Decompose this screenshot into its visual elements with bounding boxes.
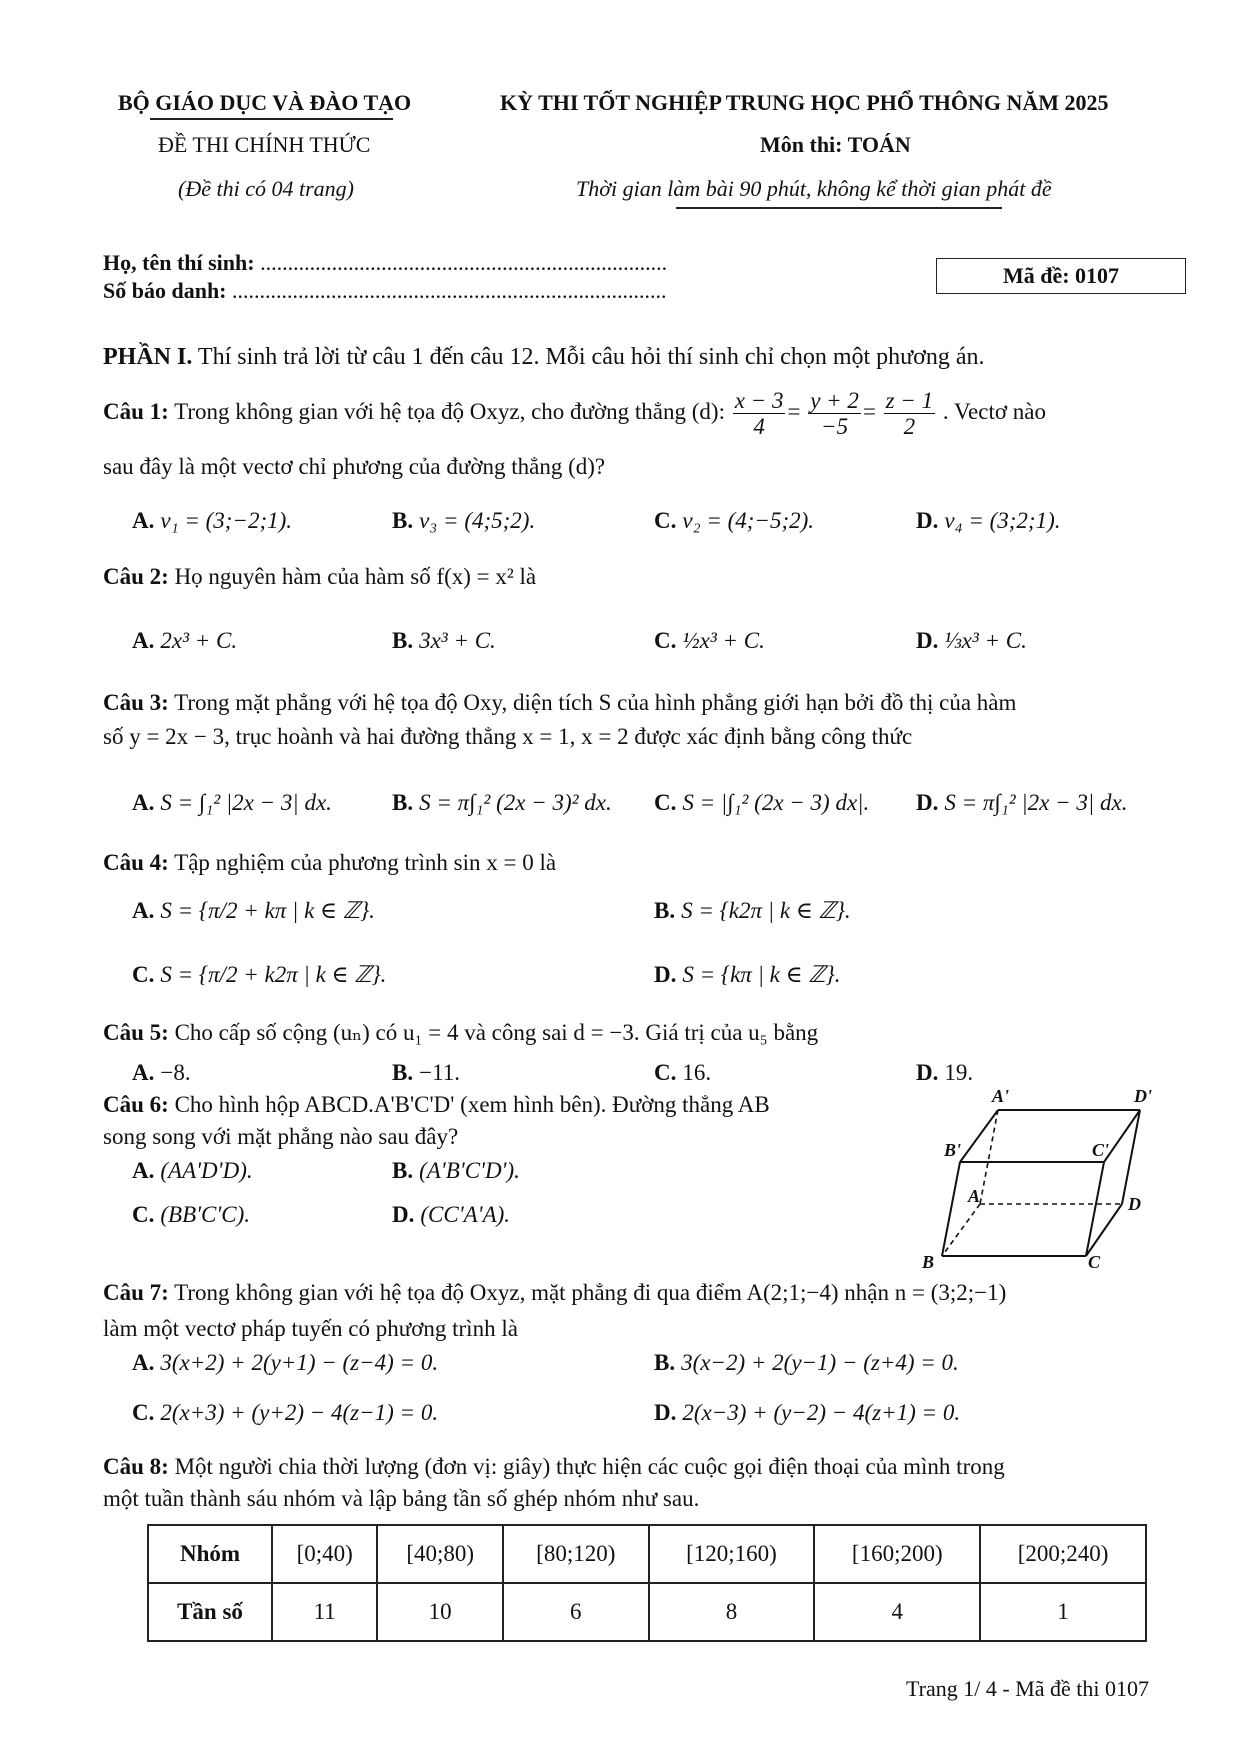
time-note: Thời gian làm bài 90 phút, không kể thời gian phát đề — [576, 176, 1052, 201]
frequency-table — [147, 1524, 1147, 1642]
table-cell: 11 — [272, 1583, 377, 1641]
q3-option-c[interactable]: C. S = |∫₁² (2x − 3) dx|. — [654, 790, 870, 815]
q2-option-c[interactable]: C. ½x³ + C. — [654, 628, 765, 653]
q8-stem-2: một tuần thành sáu nhóm và lập bảng tần số ghép nhóm như sau. — [103, 1486, 700, 1511]
q3-stem — [103, 690, 1016, 716]
table-cell: [80;120) — [503, 1525, 649, 1583]
table-cell: 6 — [503, 1583, 649, 1641]
q7-stem — [103, 1280, 1006, 1306]
id-label: Số báo danh: — [103, 278, 227, 303]
q6-option-a[interactable]: A. (AA'D'D). — [132, 1158, 253, 1183]
pages-note: (Đề thi có 04 trang) — [178, 176, 354, 201]
q4-label: Câu 4: — [103, 850, 169, 875]
vertex-b: B — [922, 1252, 935, 1272]
q1-option-c[interactable]: C. v₂ = (4;−5;2). — [654, 508, 815, 533]
part1-instruction — [103, 344, 985, 371]
exam-code-box: Mã đề: 0107 — [936, 258, 1186, 294]
ministry-title: BỘ GIÁO DỤC VÀ ĐÀO TẠO — [118, 90, 412, 115]
q4-option-a[interactable]: A. S = {π/2 + kπ | k ∈ ℤ}. — [132, 898, 375, 923]
q3-stem-2: số y = 2x − 3, trục hoành và hai đường thẳng x = 1, x = 2 được xác định bằng công thức — [103, 724, 913, 749]
q8-label: Câu 8: — [103, 1454, 169, 1479]
exam-title: KỲ THI TỐT NGHIỆP TRUNG HỌC PHỔ THÔNG NĂM 2025 — [500, 90, 1109, 115]
q5-option-c[interactable]: C. 16. — [654, 1060, 712, 1085]
q2-option-d[interactable]: D. ⅓x³ + C. — [916, 628, 1027, 653]
q1-frac-z: $\frac{z - 1}{2}$ — [885, 388, 934, 440]
table-cell: 1 — [980, 1583, 1146, 1641]
table-row — [148, 1583, 1146, 1641]
q6-label: Câu 6: — [103, 1092, 169, 1117]
q7-text-a: Trong không gian với hệ tọa độ Oxyz, mặt phẳng đi qua điểm A(2;1;−4) nhận n = (3;2;−1) — [174, 1280, 1007, 1305]
q1-text-b: . Vectơ nào — [942, 399, 1046, 425]
id-field — [103, 278, 667, 304]
q2-label: Câu 2: — [103, 564, 169, 589]
ministry-underline — [150, 118, 393, 120]
q2-option-a[interactable]: A. 2x³ + C. — [132, 628, 238, 653]
q8-stem — [103, 1454, 1005, 1480]
q1-label: Câu 1: — [103, 399, 169, 425]
name-dots: .......................................................................... — [260, 250, 668, 275]
q3-option-d[interactable]: D. S = π∫₁² |2x − 3| dx. — [916, 790, 1128, 815]
name-field — [103, 250, 667, 276]
q3-option-a[interactable]: A. S = ∫₁² |2x − 3| dx. — [132, 790, 332, 815]
q2-stem — [103, 564, 536, 590]
q3-text-a: Trong mặt phẳng với hệ tọa độ Oxy, diện tích S của hình phẳng giới hạn bởi đồ thị của hàm — [174, 690, 1017, 715]
q5-option-d[interactable]: D. 19. — [916, 1060, 974, 1085]
q7-label: Câu 7: — [103, 1280, 169, 1305]
q5-stem — [103, 1020, 818, 1046]
q5-text: Cho cấp số cộng (uₙ) có u₁ = 4 và công sai d = −3. Giá trị của u₅ bằng — [174, 1020, 819, 1045]
table-cell: 8 — [649, 1583, 815, 1641]
q5-label: Câu 5: — [103, 1020, 169, 1045]
vertex-d1: D' — [1134, 1086, 1152, 1106]
q1-text-a: Trong không gian với hệ tọa độ Oxyz, cho đường thẳng (d): — [174, 399, 725, 425]
table-cell: [40;80) — [377, 1525, 503, 1583]
q5-option-a[interactable]: A. −8. — [132, 1060, 191, 1085]
parallelepiped-figure — [900, 1086, 1190, 1276]
table-cell: [0;40) — [272, 1525, 377, 1583]
q7-option-a[interactable]: A. 3(x+2) + 2(y+1) − (z−4) = 0. — [132, 1350, 439, 1375]
id-dots: ............................................................................... — [232, 278, 667, 303]
q4-text: Tập nghiệm của phương trình sin x = 0 là — [174, 850, 557, 875]
q4-option-c[interactable]: C. S = {π/2 + k2π | k ∈ ℤ}. — [132, 962, 387, 987]
q1-option-a[interactable]: A. v₁ = (3;−2;1). — [132, 508, 293, 533]
q5-option-b[interactable]: B. −11. — [392, 1060, 460, 1085]
table-cell: 10 — [377, 1583, 503, 1641]
q1-stem-2: sau đây là một vectơ chỉ phương của đường thẳng (d)? — [103, 454, 606, 479]
q1-frac-x: $\frac{x - 3}{4}$ — [734, 388, 784, 440]
q6-stem — [103, 1092, 770, 1118]
row-head-frequency: Tần số — [148, 1583, 272, 1641]
q4-option-d[interactable]: D. S = {kπ | k ∈ ℤ}. — [654, 962, 841, 987]
subject-label: Môn thi: TOÁN — [760, 132, 911, 157]
q4-option-b[interactable]: B. S = {k2π | k ∈ ℤ}. — [654, 898, 851, 923]
vertex-c: C — [1088, 1252, 1101, 1272]
row-head-group: Nhóm — [148, 1525, 272, 1583]
name-label: Họ, tên thí sinh: — [103, 250, 255, 275]
q2-text: Họ nguyên hàm của hàm số f(x) = x² là — [174, 564, 537, 589]
vertex-d: D — [1128, 1194, 1141, 1214]
q7-option-b[interactable]: B. 3(x−2) + 2(y−1) − (z+4) = 0. — [654, 1350, 959, 1375]
vertex-a1: A' — [992, 1086, 1010, 1106]
q1-frac-y: $\frac{y + 2}{-5}$ — [810, 388, 859, 440]
table-cell: [160;200) — [814, 1525, 980, 1583]
q1-option-b[interactable]: B. v₃ = (4;5;2). — [392, 508, 536, 533]
official-label: ĐỀ THI CHÍNH THỨC — [158, 132, 371, 157]
q6-text-a: Cho hình hộp ABCD.A'B'C'D' (xem hình bên). Đường thẳng AB — [174, 1092, 770, 1117]
time-underline — [676, 207, 1002, 209]
q7-stem-2: làm một vectơ pháp tuyến có phương trình là — [103, 1316, 518, 1341]
q1-stem: Câu 1: Trong không gian với hệ tọa độ Oxyz, cho đường thẳng (d): $\frac{x - 3}{4}$ = $\frac{y + 2}{-5}$ = $\frac{z - 1}{2}$ . Vectơ nào — [103, 388, 1046, 440]
vertex-a: A — [968, 1186, 981, 1206]
part1-text: Thí sinh trả lời từ câu 1 đến câu 12. Mỗi câu hỏi thí sinh chỉ chọn một phương án. — [197, 344, 985, 370]
vertex-c1: C' — [1092, 1140, 1110, 1160]
table-cell: [120;160) — [649, 1525, 815, 1583]
q3-label: Câu 3: — [103, 690, 169, 715]
q6-option-b[interactable]: B. (A'B'C'D'). — [392, 1158, 520, 1183]
page-footer: Trang 1/ 4 - Mã đề thi 0107 — [906, 1676, 1150, 1701]
q1-option-d[interactable]: D. v₄ = (3;2;1). — [916, 508, 1061, 533]
part1-title: PHẦN I. — [103, 344, 193, 370]
q4-stem — [103, 850, 556, 876]
q7-option-c[interactable]: C. 2(x+3) + (y+2) − 4(z−1) = 0. — [132, 1400, 439, 1425]
q6-option-c[interactable]: C. (BB'C'C). — [132, 1202, 251, 1227]
table-row — [148, 1525, 1146, 1583]
table-cell: 4 — [814, 1583, 980, 1641]
q7-option-d[interactable]: D. 2(x−3) + (y−2) − 4(z+1) = 0. — [654, 1400, 961, 1425]
q6-stem-2: song song với mặt phẳng nào sau đây? — [103, 1124, 459, 1149]
q6-option-d[interactable]: D. (CC'A'A). — [392, 1202, 511, 1227]
q8-text-a: Một người chia thời lượng (đơn vị: giây) thực hiện các cuộc gọi điện thoại của mình trong — [174, 1454, 1005, 1479]
q2-option-b[interactable]: B. 3x³ + C. — [392, 628, 496, 653]
q3-option-b[interactable]: B. S = π∫₁² (2x − 3)² dx. — [392, 790, 612, 815]
table-cell: [200;240) — [980, 1525, 1146, 1583]
vertex-b1: B' — [944, 1140, 962, 1160]
